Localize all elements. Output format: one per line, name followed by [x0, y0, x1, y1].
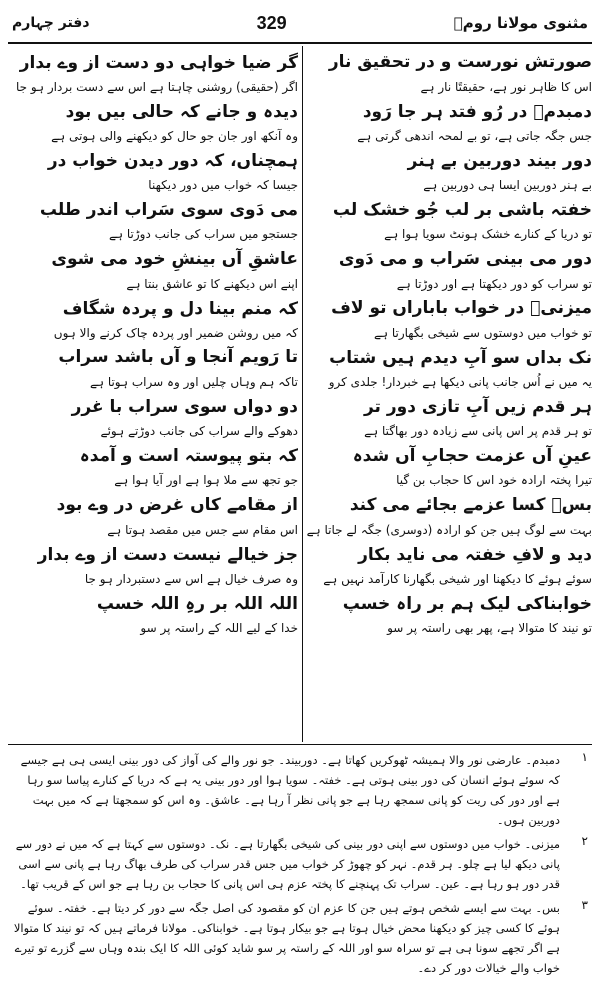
verse-line: دیدہ و جانے کہ حالی بیں بود — [65, 101, 298, 122]
verse-line: دور بیند دوربین بے ہنر — [407, 151, 592, 172]
footnote-number: ۱ — [581, 750, 588, 764]
footnote-rule — [8, 744, 592, 745]
translation-line: سوئے ہوئے کا دیکھنا اور شیخی بگھارنا کارآمد نہیں ہے — [323, 571, 592, 586]
translation-line: اس مقام سے جس میں مقصد ہوتا ہے — [107, 522, 298, 537]
translation-line: تو نیند کا متوالا ہے، پھر بھی راستہ پر سو — [387, 620, 592, 635]
verse-line: عاشقِ آں بینشِ خود می شوی — [51, 249, 298, 270]
translation-line: تو دریا کے کنارے خشک ہونٹ سویا ہوا ہے — [384, 227, 592, 242]
translation-line: وہ صرف خیال ہے اس سے دستبردار ہو جا — [84, 571, 298, 586]
verse-line: ہمچناں، کہ دور دیدن خواب در — [47, 151, 298, 172]
verse-line: جز خیالے نیست دست از وے بدار — [37, 544, 298, 565]
verse-line: عینِ آں عزمت حجابِ آں شدہ — [352, 446, 592, 467]
volume-title: دفتر چہارم — [12, 15, 90, 31]
translation-line: جس جگہ جاتی ہے، تو بے لمحہ اندھی گرتی ہے — [357, 129, 592, 144]
verse-line: ہر قدم زیں آبِ تازی دور تر — [363, 397, 592, 418]
verse-line: خفتہ باشی بر لب جُو خشک لب — [332, 200, 592, 221]
translation-line: بہت سے لوگ ہیں جن کو ارادہ (دوسری) جگہ لے جاتا ہے — [307, 522, 592, 537]
footnote-number: ۳ — [581, 898, 588, 912]
footnote — [12, 834, 588, 894]
verse-line: اللہ اللہ بر رہِ اللہ خسپ — [96, 593, 298, 614]
verse-line: می دَوی سوی سَراب اندر طلب — [39, 199, 298, 220]
translation-line: تو خواب میں دوستوں سے شیخی بگھارتا ہے — [373, 325, 592, 340]
verse-line: بسؒ کسا عزمے بجائے می کند — [349, 495, 592, 516]
footnote-number: ۲ — [581, 834, 588, 848]
verse-line: تا رَویم آنجا و آں باشد سراب — [58, 347, 298, 368]
translation-line: یہ میں نے اُس جانب پانی دیکھا ہے خبردار! جلدی کرو — [328, 375, 592, 390]
footnotes — [12, 750, 588, 982]
translation-line: کہ میں روشن ضمیر اور پردہ چاک کرنے والا ہوں — [53, 325, 298, 340]
column-divider — [302, 46, 303, 742]
translation-line: تیرا پختہ ارادہ خود اس کا حجاب بن گیا — [396, 473, 592, 488]
translation-line: خدا کے لیے اللہ کے راستہ پر سو — [140, 620, 298, 635]
footnote — [12, 898, 588, 978]
verse-line: کہ بتو پیوستہ است و آمدہ — [79, 446, 298, 467]
verse-line: گر ضیا خواہی دو دست از وے بدار — [19, 52, 298, 73]
verse-line: دمبدمؒ در رُو فتد ہر جا رَود — [362, 101, 592, 122]
book-title: مثنوی مولانا رومؒ — [453, 14, 588, 32]
left-column — [8, 50, 298, 740]
translation-line: اپنے اس دیکھنے کا تو عاشق بنتا ہے — [126, 276, 298, 291]
footnote-text: دمبدم۔ عارضی نور والا ہمیشہ ٹھوکریں کھاتا ہے۔ دوربیند۔ جو نور والے کی آواز کی دور بینی ایسی ہی ہے جیسے کہ سوئے ہوئے انسان کی دور بینی ہوتی ہے۔ خفتہ۔ سویا ہوا اور دور بینی یہ ہے کہ دریا کے کنارے پیاسا سو رہا ہے اور دور کی ریت کو پانی سمجھ رہا ہے جو پانی نظر آ رہا ہے۔ عاشق۔ وہ اس کو سمجھتا ہے کہ میں بہت دوربین ہوں۔ — [20, 753, 560, 827]
translation-line: جو تجھ سے ملا ہوا ہے اور آیا ہوا ہے — [114, 473, 298, 488]
translation-line: اگر (حقیقی) روشنی چاہتا ہے اس سے دست بردار ہو جا — [15, 79, 298, 94]
verse-line: خوابناکی لیک ہم بر راہ خسپ — [342, 593, 592, 614]
translation-line: اس کا ظاہر نور ہے، حقیقتًا نار ہے — [420, 79, 592, 94]
page-header — [12, 6, 588, 40]
footnote-text: بس۔ بہت سے ایسے شخص ہوتے ہیں جن کا عزم ان کو مقصود کی اصل جگہ سے دور کر دیتا ہے۔ خفتہ۔ سوئے ہوئے کا کسی چیز کو دیکھنا محض خیال ہوتا ہے جو بیکار ہوتا ہے۔ خوابناکی۔ مولانا فرماتے ہیں کہ تو نیند کا متوالا ہے اگر تجھے سونا ہی ہے تو سراہ سو اور اللہ کے راستہ پر سو شاید کوئی اللہ کا ایک بندہ وہاں سے گزرے تو تیرے خواب والے خیالات دور کر دے۔ — [13, 901, 560, 975]
verse-line: نک بداں سو آبِ دیدم ہیں شتاب — [329, 347, 592, 368]
translation-line: تاکہ ہم وہاں چلیں اور وہ سراب ہوتا ہے — [89, 375, 298, 390]
verse-line: دو دواں سوی سراب با غرر — [71, 396, 298, 417]
verse-line: دید و لافِ خفتہ می ناید بکار — [358, 544, 592, 565]
footnote-text: میزنی۔ خواب میں دوستوں سے اپنی دور بینی کی شیخی بگھارتا ہے۔ نک۔ دوستوں سے کہتا ہے کہ میں نے دور سے پانی دیکھ لیا ہے چلو۔ ہر قدم۔ نہر کو چھوڑ کر خواب میں جس قدر سراب کی طرف بھاگ رہا ہے پانی سے اسی قدر دور ہو رہا ہے۔ عین۔ سراب تک پہنچنے کا پختہ عزم ہی اس پانی کا حجاب بن رہا ہے جو اس کے قریب تھا۔ — [15, 837, 560, 891]
translation-line: تو ہر قدم پر اس پانی سے زیادہ دور بھاگتا ہے — [364, 424, 592, 439]
page-number: 329 — [256, 12, 287, 33]
translation-line: وہ آنکھ اور جان جو حال کو دیکھنے والی ہوتی ہے — [51, 129, 298, 144]
footnote — [12, 750, 588, 830]
verse-line: از مقامے کاں غرض در وے بود — [56, 495, 298, 516]
verse-line: صورتش نورست و در تحقیق نار — [328, 52, 592, 73]
verse-line: کہ منم بینا دل و پردہ شگاف — [62, 298, 298, 319]
translation-line: جیسا کہ خواب میں دور دیکھنا — [148, 178, 298, 193]
verse-line: دور می بینی سَراب و می دَوی — [338, 249, 592, 270]
right-column — [307, 50, 592, 740]
verse-line: میزنیؒ در خواب باباراں تو لاف — [331, 298, 592, 319]
translation-line: بے ہنر دوربین ایسا ہی دوربین ہے — [423, 178, 592, 193]
translation-line: دھوکے والے سراب کی جانب دوڑتے ہوئے — [100, 424, 298, 439]
translation-line: جستجو میں سراب کی جانب دوڑتا ہے — [109, 227, 298, 242]
translation-line: تو سراب کو دور دیکھتا ہے اور دوڑتا ہے — [396, 276, 592, 291]
header-rule — [8, 42, 592, 44]
